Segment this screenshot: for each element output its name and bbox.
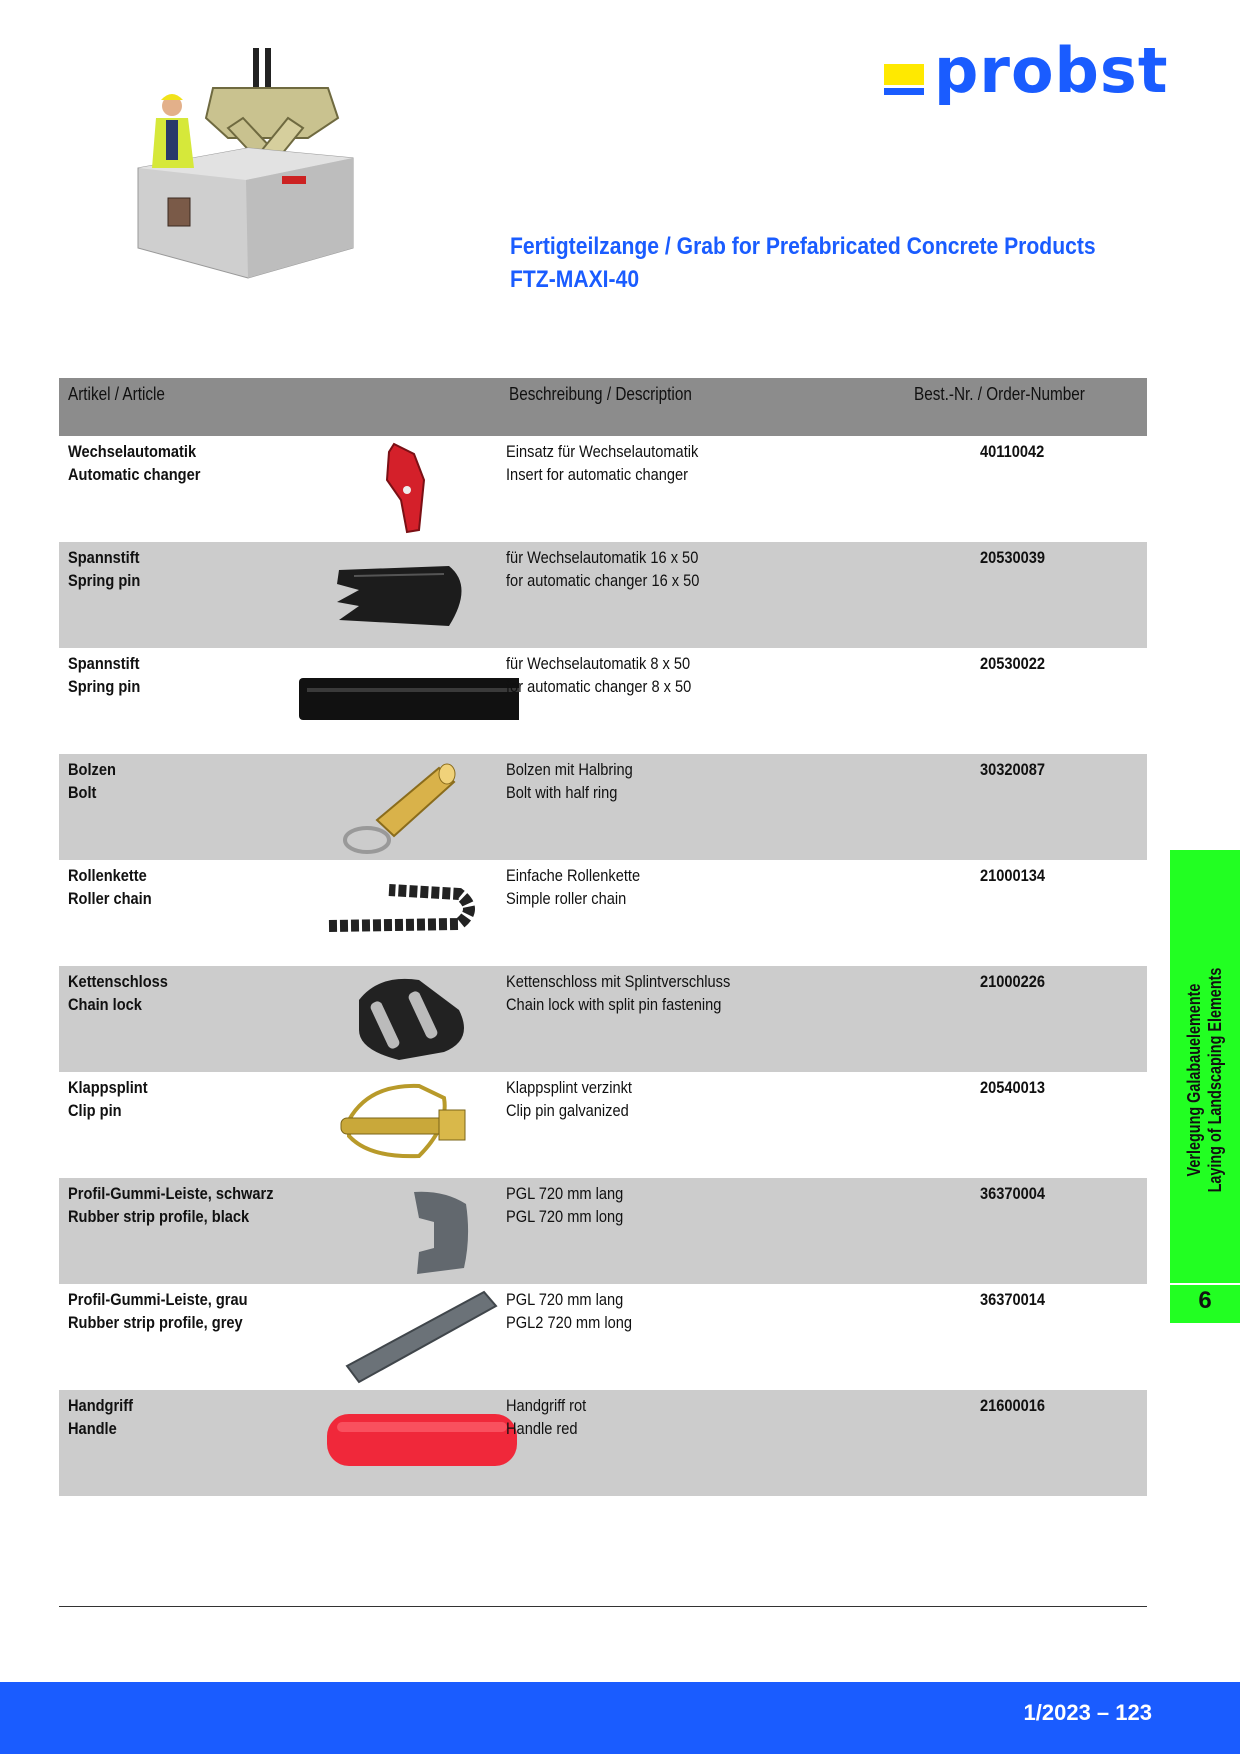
description-en: Handle red (506, 1419, 578, 1438)
page-number: 1/2023 – 123 (1023, 1700, 1152, 1725)
description-en: Chain lock with split pin fastening (506, 995, 722, 1014)
logo-text: probst (934, 34, 1169, 107)
order-number: 30320087 (980, 760, 1046, 779)
description-de: Klappsplint verzinkt (506, 1078, 632, 1097)
chapter-title-en: Laying of Landscaping Elements (1205, 967, 1225, 1193)
footer-bar (0, 1682, 1240, 1754)
chapter-tab[interactable] (1170, 850, 1240, 1323)
rubber-strip-black-icon (259, 1182, 519, 1280)
article-en: Roller chain (68, 889, 152, 908)
article-de: Klappsplint (68, 1078, 148, 1097)
description-en: for automatic changer 16 x 50 (506, 571, 700, 590)
divider-line (59, 1606, 1147, 1607)
product-photo (128, 48, 378, 288)
brand-logo (880, 34, 1190, 112)
header-description: Beschreibung / Description (509, 384, 692, 404)
description-en: Insert for automatic changer (506, 465, 689, 484)
chapter-title-de: Verlegung Galabauelemente (1184, 983, 1204, 1177)
article-de: Wechselautomatik (68, 442, 197, 461)
article-en: Chain lock (68, 995, 142, 1014)
order-number: 21000134 (980, 866, 1046, 885)
chapter-number: 6 (1198, 1287, 1212, 1314)
order-number: 20530039 (980, 548, 1046, 567)
description-en: PGL2 720 mm long (506, 1313, 632, 1332)
order-number: 20530022 (980, 654, 1046, 673)
order-number: 36370014 (980, 1290, 1046, 1309)
logo-mark (884, 64, 924, 94)
parts-table (59, 378, 1147, 1496)
table-row (59, 1284, 1147, 1390)
article-de: Bolzen (68, 760, 116, 779)
article-de: Rollenkette (68, 866, 147, 885)
article-en: Automatic changer (68, 465, 201, 484)
description-en: Simple roller chain (506, 889, 627, 908)
spring-pin-icon (259, 546, 519, 644)
order-number: 40110042 (980, 442, 1045, 461)
description-en: PGL 720 mm long (506, 1207, 624, 1226)
table-row (59, 754, 1147, 860)
article-de: Spannstift (68, 548, 140, 567)
spring-pin-long-icon (259, 652, 519, 750)
article-de: Spannstift (68, 654, 140, 673)
article-de: Profil-Gummi-Leiste, schwarz (68, 1184, 274, 1203)
description-de: Einfache Rollenkette (506, 866, 641, 885)
bolt-icon (259, 758, 519, 856)
automatic-changer-icon (259, 440, 519, 538)
table-row (59, 1390, 1147, 1496)
order-number: 36370004 (980, 1184, 1046, 1203)
product-title (510, 230, 1096, 296)
table-row (59, 542, 1147, 648)
article-de: Handgriff (68, 1396, 133, 1415)
article-en: Clip pin (68, 1101, 122, 1120)
clip-pin-icon (259, 1076, 519, 1174)
description-de: Handgriff rot (506, 1396, 587, 1415)
order-number: 20540013 (980, 1078, 1046, 1097)
description-de: PGL 720 mm lang (506, 1184, 624, 1203)
handle-icon (259, 1394, 519, 1492)
table-row (59, 860, 1147, 966)
roller-chain-icon (259, 864, 519, 962)
table-row (59, 1072, 1147, 1178)
description-en: Clip pin galvanized (506, 1101, 629, 1120)
chain-lock-icon (259, 970, 519, 1068)
description-de: Bolzen mit Halbring (506, 760, 633, 779)
description-en: for automatic changer 8 x 50 (506, 677, 692, 696)
description-de: Kettenschloss mit Splintverschluss (506, 972, 731, 991)
header-article: Artikel / Article (68, 384, 165, 404)
article-en: Rubber strip profile, grey (68, 1313, 243, 1332)
article-de: Kettenschloss (68, 972, 168, 991)
table-row (59, 966, 1147, 1072)
order-number: 21600016 (980, 1396, 1046, 1415)
article-en: Handle (68, 1419, 117, 1438)
article-en: Rubber strip profile, black (68, 1207, 250, 1226)
product-model: FTZ-MAXI-40 (510, 266, 640, 293)
product-title-line1: Fertigteilzange / Grab for Prefabricated Concrete Products (510, 233, 1096, 260)
header-order-number: Best.-Nr. / Order-Number (914, 384, 1085, 404)
order-number: 21000226 (980, 972, 1046, 991)
article-en: Spring pin (68, 571, 141, 590)
article-de: Profil-Gummi-Leiste, grau (68, 1290, 248, 1309)
description-en: Bolt with half ring (506, 783, 618, 802)
article-en: Spring pin (68, 677, 141, 696)
description-de: für Wechselautomatik 16 x 50 (506, 548, 699, 567)
table-row (59, 648, 1147, 754)
table-header (59, 378, 1147, 436)
rubber-strip-grey-icon (259, 1288, 519, 1386)
description-de: Einsatz für Wechselautomatik (506, 442, 699, 461)
description-de: PGL 720 mm lang (506, 1290, 624, 1309)
article-en: Bolt (68, 783, 97, 802)
table-row (59, 1178, 1147, 1284)
description-de: für Wechselautomatik 8 x 50 (506, 654, 691, 673)
table-row (59, 436, 1147, 542)
